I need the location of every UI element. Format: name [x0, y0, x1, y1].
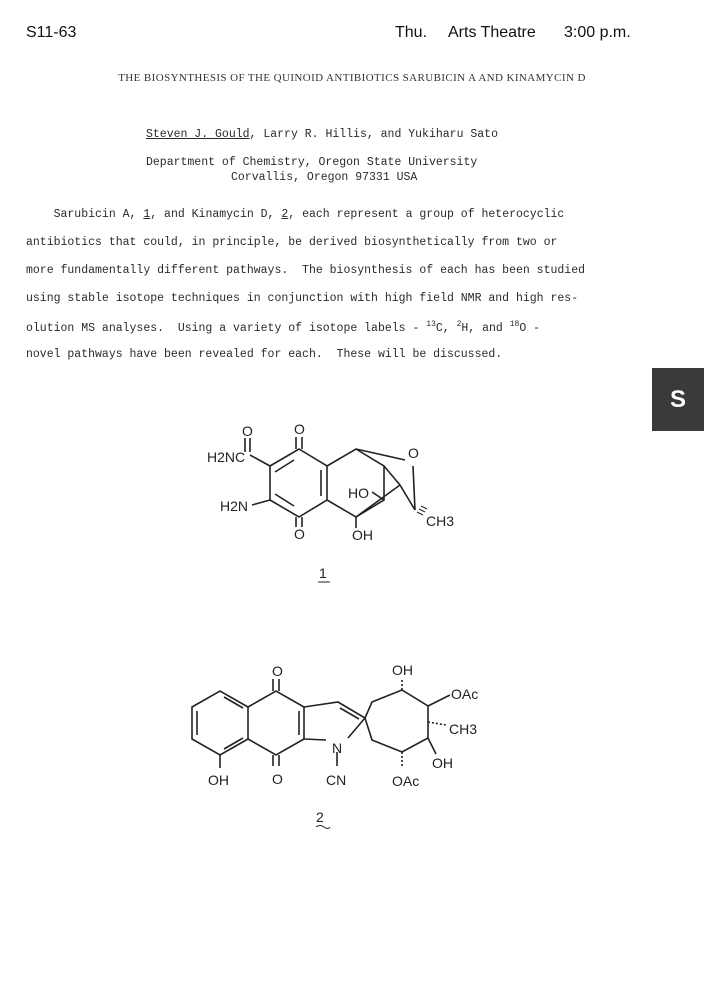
s2-oh-left-label: OH	[208, 772, 229, 788]
s2-nitrogen-label: N	[332, 740, 343, 756]
s1-cage	[327, 449, 384, 517]
session-venue: Arts Theatre	[448, 24, 536, 41]
s2-oac-bottom-label: OAc	[392, 773, 420, 789]
affiliation-address: Corvallis, Oregon 97331 USA	[231, 171, 418, 184]
s2-cyano-label: CN	[326, 772, 347, 788]
s2-carbonyl-top-label: O	[272, 663, 283, 679]
s1-hydroxy-bottom-label: OH	[352, 527, 373, 543]
s2-cyclohexene-ring	[365, 690, 428, 752]
s1-amide-label: H2NC	[207, 449, 246, 465]
s1-carbonyl-top-label: O	[294, 421, 305, 437]
s1-compound-label: 1	[319, 565, 327, 581]
abstract-line-4: using stable isotope techniques in conjunction with high field NMR and high res-	[26, 292, 579, 305]
abstract-line-6: novel pathways have been revealed for each. These will be discussed.	[26, 348, 503, 361]
s2-oh-right-label: OH	[432, 755, 453, 771]
s2-methyl-label: CH3	[449, 721, 478, 737]
s2-oh-top-label: OH	[392, 662, 413, 678]
s2-pyrrole-ring	[304, 702, 365, 740]
s2-quinone-ring	[248, 691, 304, 755]
abstract-line-5: olution MS analyses. Using a variety of isotope labels - $^{13}$C, $^2$H, and $^{18}$O -	[26, 320, 541, 335]
s1-methyl-label: CH3	[426, 513, 455, 529]
coauthors: , Larry R. Hillis, and Yukiharu Sato	[249, 128, 498, 141]
abstract-line-3: more fundamentally different pathways. The biosynthesis of each has been studied	[26, 264, 585, 277]
affiliation-department: Department of Chemistry, Oregon State University	[146, 156, 478, 169]
structure-sarubicin-a	[245, 437, 427, 528]
session-day: Thu.	[395, 24, 428, 41]
section-tab: S	[652, 368, 704, 431]
session-time: 3:00 p.m.	[564, 24, 631, 41]
s1-bridge-oxygen-label: O	[408, 445, 419, 461]
abstract-line-2: antibiotics that could, in principle, be derived biosynthetically from two or	[26, 236, 558, 249]
paper-title: THE BIOSYNTHESIS OF THE QUINOID ANTIBIOTICS SARUBICIN A AND KINAMYCIN D	[118, 72, 586, 84]
s2-carbonyl-bottom-label: O	[272, 771, 283, 787]
s2-compound-label: 2	[316, 809, 324, 825]
compound-ref-2: 2	[281, 208, 289, 221]
s2-oac-top-label: OAc	[451, 686, 479, 702]
s1-quinone-ring	[270, 449, 327, 517]
presenting-author: Steven J. Gould	[146, 128, 250, 141]
s1-carbonyl-bottom-label: O	[294, 526, 305, 542]
s1-amide-o-label: O	[242, 423, 253, 439]
abstract-line-1: Sarubicin A, 1, and Kinamycin D, 2, each represent a group of heterocyclic	[26, 208, 565, 221]
compound-ref-1: 1	[143, 208, 151, 221]
session-code: S11-63	[26, 24, 77, 41]
s1-amino-label: H2N	[220, 498, 249, 514]
structure-kinamycin-d	[192, 679, 450, 768]
s1-hydroxy-inner-label: HO	[348, 485, 369, 501]
s2-benzene-ring	[192, 691, 248, 755]
